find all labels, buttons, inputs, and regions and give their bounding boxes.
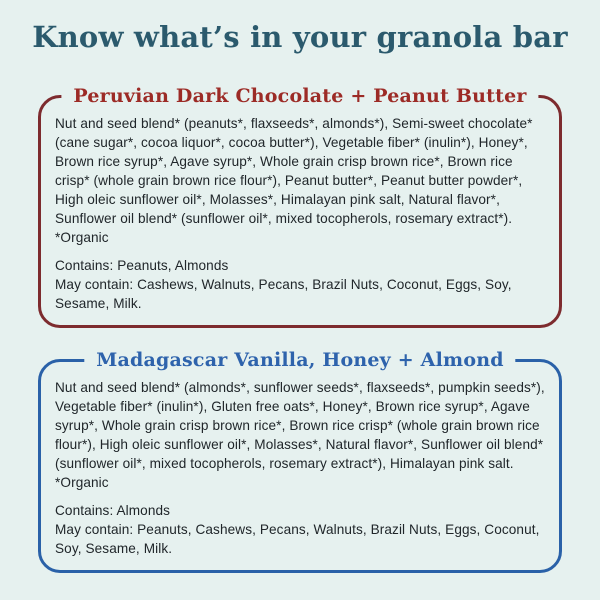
card-title-dark-chocolate-peanut-butter: Peruvian Dark Chocolate + Peanut Butter — [61, 83, 538, 109]
allergen-info — [55, 256, 545, 313]
may-contain-line: May contain: Peanuts, Cashews, Pecans, Walnuts, Brazil Nuts, Eggs, Coconut, Soy, Sesame, Milk. — [55, 521, 540, 556]
ingredient-list: Nut and seed blend* (almonds*, sunflower seeds*, flaxseeds*, pumpkin seeds*), Vegetable fiber* (inulin*), Gluten free oats*, Honey*, Brown rice syrup*, Agave syrup*, Whole grain crisp brown rice*, Brown rice crisp* (whole grain brown rice flour*), High oleic sunflower oil*, Molasses*, Natural flavor*, Sunflower oil blend* (sunflower oil*, mixed tocopherols, rosemary extract*), Himalayan pink salt. *Organic — [55, 379, 545, 490]
contains-line: Contains: Peanuts, Almonds — [55, 257, 229, 273]
allergen-info — [55, 501, 545, 558]
card-title-vanilla-honey-almond: Madagascar Vanilla, Honey + Almond — [84, 347, 515, 373]
ingredient-card-vanilla-honey-almond — [38, 348, 562, 573]
contains-line: Contains: Almonds — [55, 502, 171, 518]
page-title: Know what’s in your granola bar — [32, 20, 568, 54]
ingredient-list: Nut and seed blend* (peanuts*, flaxseeds*, almonds*), Semi-sweet chocolate* (cane sugar*, cocoa liquor*, cocoa butter*), Vegetable fiber* (inulin*), Honey*, Brown rice syrup*, Agave syrup*, Whole grain crisp brown rice*, Brown rice crisp* (whole grain brown rice flour*), Peanut butter*, Peanut butter powder*, High oleic sunflower oil*, Molasses*, Himalayan pink salt, Natural flavor*, Sunflower oil blend* (sunflower oil*, mixed tocopherols, rosemary extract*). *Organic — [55, 115, 533, 245]
may-contain-line: May contain: Cashews, Walnuts, Pecans, Brazil Nuts, Coconut, Eggs, Soy, Sesame, Milk. — [55, 276, 512, 311]
ingredient-card-dark-chocolate-peanut-butter — [38, 84, 562, 328]
